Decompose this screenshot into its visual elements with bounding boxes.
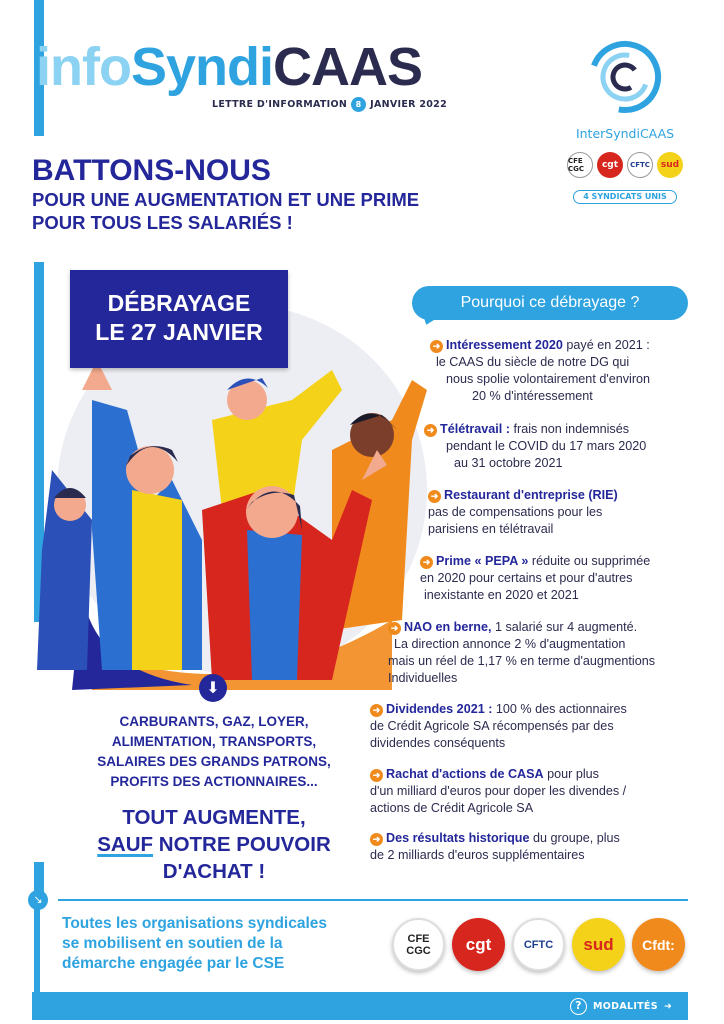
cgt-logo: cgt [452,918,505,971]
cgt-mini-logo: cgt [597,152,623,178]
intersyndicaas-logo-icon [588,40,662,114]
arrow-right-icon: ➜ [428,490,441,503]
reason-item [388,619,655,687]
reason-text: actions de Crédit Agricole SA [370,801,534,815]
reason-title: NAO en berne, [404,620,492,634]
union-logos [392,918,685,971]
reason-text: parisiens en télétravail [428,522,554,536]
reason-text: 1 salarié sur 4 augmenté. [491,620,638,634]
rising-costs-list [66,712,362,792]
reason-text: de Crédit Agricole SA récompensés par des [370,719,614,733]
issue-label: LETTRE D'INFORMATION [212,99,348,110]
reason-text: en 2020 pour certains et pour d'autres [420,571,633,585]
reason-item [428,487,618,538]
reason-text: de 2 milliards d'euros supplémentaires [370,848,585,862]
slogan-line1: TOUT AUGMENTE, [122,806,306,829]
reason-text: pas de compensations pour les [428,505,603,519]
strike-line2: LE 27 JANVIER [95,319,263,345]
headline-line1: BATTONS-NOUS [32,154,271,187]
reason-item [430,337,650,405]
reason-text: Individuelles [388,671,458,685]
org-name: InterSyndiCAAS [575,126,675,141]
mini-union-logos [567,152,683,178]
arrow-right-icon: ➜ [430,340,443,353]
arrow-right-icon: ➜ [663,1001,673,1012]
question-icon: ? [570,998,587,1015]
prices-line3: SALAIRES DES GRANDS PATRONS, [97,754,331,769]
newsletter-logo [36,37,423,97]
modalites-link[interactable] [570,998,672,1015]
headline-line3: POUR TOUS LES SALARIÉS ! [32,212,293,233]
strike-date-sign [70,270,288,368]
reason-item [424,421,646,472]
arrow-right-icon: ➜ [370,833,383,846]
arrow-right-icon: ➜ [388,622,401,635]
logo-syndi: Syndi [130,37,273,97]
reason-text: pendant le COVID du 17 mars 2020 [446,439,647,453]
arrow-right-icon: ➜ [370,704,383,717]
unions-badge: 4 SYNDICATS UNIS [573,190,677,204]
sud-logo: sud [572,918,625,971]
reason-text: le CAAS du siècle de notre DG qui [436,355,630,369]
support-line1: Toutes les organisations syndicales [62,915,328,932]
reason-text: inexistante en 2020 et 2021 [424,588,579,602]
purchasing-power-slogan [66,804,362,885]
reason-text: nous spolie volontairement d'environ [446,372,651,386]
cfdt-logo: Cfdt: [632,918,685,971]
cfe-cgc-logo: CFE CGC [392,918,445,971]
reason-title: Intéressement 2020 [446,338,563,352]
reason-text: d'un milliard d'euros pour doper les divendes / [370,784,627,798]
support-statement [62,914,382,974]
cftc-logo: CFTC [512,918,565,971]
reason-text: du groupe, plus [529,831,620,845]
reason-text: frais non indemnisés [510,422,630,436]
arrow-right-icon: ➜ [370,769,383,782]
reason-item [370,701,627,752]
prices-line1: CARBURANTS, GAZ, LOYER, [119,714,309,729]
reason-text: 20 % d'intéressement [472,389,593,403]
slogan-line3: D'ACHAT ! [162,860,266,883]
logo-caas: CAAS [273,37,423,97]
support-line3: démarche engagée par le CSE [62,955,285,972]
reason-text: réduite ou supprimée [528,554,651,568]
divider [58,899,688,901]
logo-info: info [36,37,131,97]
reason-title: Rachat d'actions de CASA [386,767,544,781]
issue-date: JANVIER 2022 [370,99,447,110]
reason-title: Des résultats historique [386,831,530,845]
headline-line2: POUR UNE AUGMENTATION ET UNE PRIME [32,189,420,210]
arrow-down-right-icon: ↘ [28,890,48,910]
prices-line2: ALIMENTATION, TRANSPORTS, [111,734,317,749]
reason-text: mais un réel de 1,17 % en terme d'augmentions [388,654,656,668]
accent-bar-footer [34,905,40,1005]
reason-text: au 31 octobre 2021 [454,456,563,470]
prices-line4: PROFITS DES ACTIONNAIRES... [110,774,318,789]
modalites-label: MODALITÉS [593,1001,658,1012]
reason-text: La direction annonce 2 % d'augmentation [394,637,626,651]
arrow-right-icon: ➜ [424,424,437,437]
headline [32,154,419,234]
reason-item [370,766,626,817]
cfe-cgc-mini-logo: CFE CGC [567,152,593,178]
why-strike-title: Pourquoi ce débrayage ? [412,286,688,320]
reason-title: Prime « PEPA » [436,554,529,568]
arrow-down-icon: ⬇ [199,674,227,702]
reason-title: Télétravail : [440,422,510,436]
reason-title: Restaurant d'entreprise (RIE) [444,488,618,502]
slogan-line2: NOTRE POUVOIR [153,833,331,856]
slogan-sauf: SAUF [97,833,154,856]
cftc-mini-logo: CFTC [627,152,653,178]
reason-text: dividendes conséquents [370,736,506,750]
issue-line [212,97,447,112]
issue-number: 8 [351,97,366,112]
strike-line1: DÉBRAYAGE [107,290,251,316]
reason-item [370,830,620,864]
reason-title: Dividendes 2021 : [386,702,493,716]
reason-text: payé en 2021 : [562,338,650,352]
reason-item [420,553,650,604]
support-line2: se mobilisent en soutien de la [62,935,283,952]
arrow-right-icon: ➜ [420,556,433,569]
reason-text: pour plus [543,767,599,781]
sud-mini-logo: sud [657,152,683,178]
reason-text: 100 % des actionnaires [492,702,627,716]
